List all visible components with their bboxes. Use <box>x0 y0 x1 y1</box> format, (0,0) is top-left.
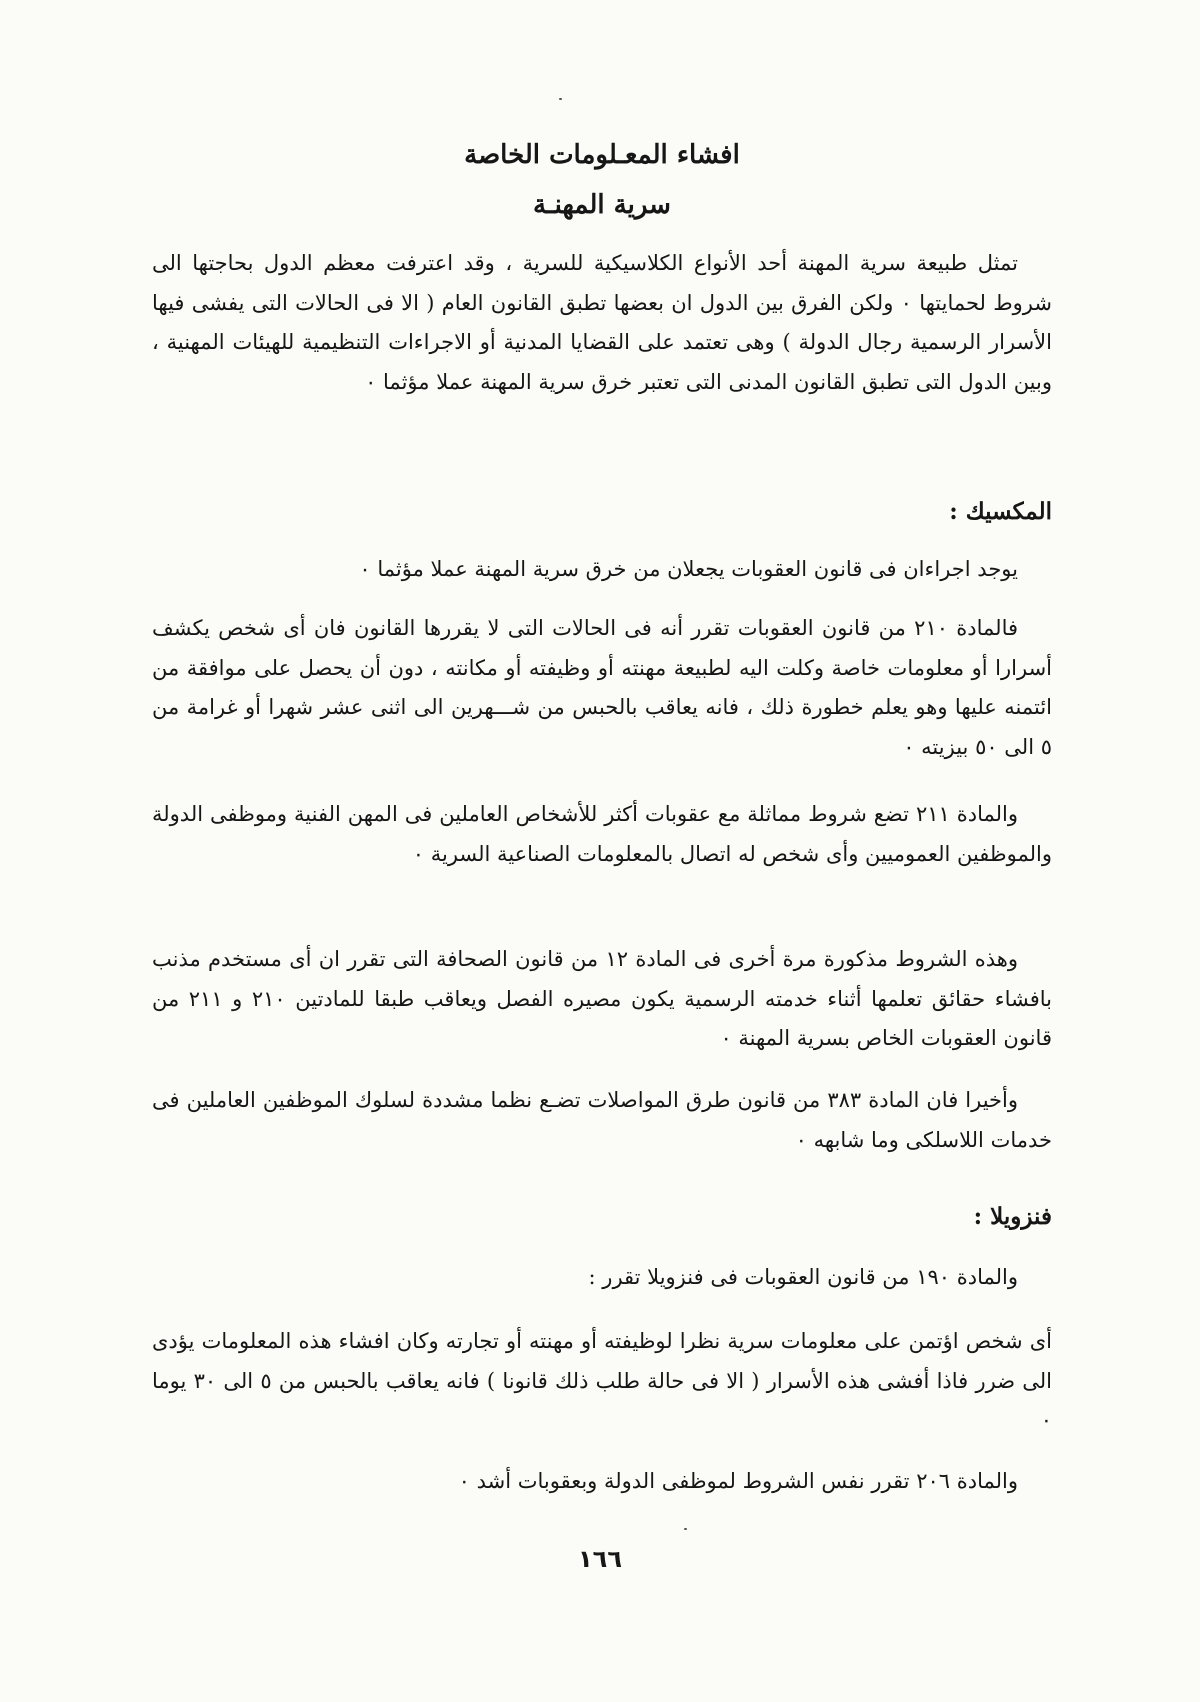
paragraph: والمادة ٢١١ تضع شروط مماثلة مع عقوبات أكثر للأشخاص العاملين فى المهن الفنية وموظفى الدولة والموظفين العموميين وأى شخص له اتصال بالمعلومات الصناعية السرية ٠ <box>152 802 1052 866</box>
intro-paragraph: تمثل طبيعة سرية المهنة أحد الأنواع الكلاسيكية للسرية ، وقد اعترفت معظم الدول بحاجتها الى شروط لحمايتها ٠ ولكن الفرق بين الدول ان بعضها تطبق القانون العام ( الا فى الحالات التى يفشى فيها الأسرار الرسمية رجال الدولة ) وهى تعتمد على القضايا المدنية أو الاجراءات التنظيمية للهيئات المهنية ، وبين الدول التى تطبق القانون المدنى التى تعتبر خرق سرية المهنة عملا مؤثما ٠ <box>152 251 1052 394</box>
mexico-paragraph-2 <box>152 609 1052 767</box>
mexico-paragraph-1 <box>152 550 1052 590</box>
venezuela-heading: فنزويلا : <box>973 1203 1052 1230</box>
page-title: افشاء المعـلومات الخاصة <box>464 140 740 170</box>
title-block <box>152 130 1052 230</box>
paragraph: وأخيرا فان المادة ٣٨٣ من قانون طرق المواصلات تضـع نظما مشددة لسلوك الموظفين العاملين فى خدمات اللاسلكى وما شابهه ٠ <box>152 1088 1052 1152</box>
page-number: ١٦٦ <box>578 1545 622 1573</box>
paragraph: والمادة ٢٠٦ تقرر نفس الشروط لموظفى الدولة وبعقوبات أشد ٠ <box>458 1469 1018 1493</box>
intro-section <box>152 244 1052 402</box>
paragraph: وهذه الشروط مذكورة مرة أخرى فى المادة ١٢ من قانون الصحافة التى تقرر ان أى مستخدم مذنب بافشاء حقائق تعلمها أثناء خدمته الرسمية يكون مصيره الفصل ويعاقب طبقا للمادتين ٢١٠ و ٢١١ من قانون العقوبات الخاص بسرية المهنة ٠ <box>152 947 1052 1050</box>
paragraph: والمادة ١٩٠ من قانون العقوبات فى فنزويلا تقرر : <box>588 1265 1018 1289</box>
mexico-paragraph-3 <box>152 795 1052 874</box>
mexico-paragraph-4 <box>152 940 1052 1059</box>
paragraph: يوجد اجراءان فى قانون العقوبات يجعلان من خرق سرية المهنة عملا مؤثما ٠ <box>359 557 1018 581</box>
venezuela-paragraph-1 <box>152 1258 1052 1298</box>
mexico-heading: المكسيك : <box>949 498 1052 525</box>
venezuela-section <box>152 1197 1052 1237</box>
paragraph: أى شخص اؤتمن على معلومات سرية نظرا لوظيفته أو مهنته أو تجارته وكان افشاء هذه المعلومات يؤدى الى ضرر فاذا أفشى هذه الأسرار ( الا فى حالة طلب ذلك قانونا ) فانه يعاقب بالحبس من ٥ الى ٣٠ يوما ٠ <box>152 1329 1052 1432</box>
scan-speck-top <box>559 98 562 100</box>
venezuela-paragraph-2 <box>152 1322 1052 1441</box>
scan-speck-bottom <box>684 1528 687 1530</box>
page-subtitle: سرية المهنـة <box>533 190 671 220</box>
mexico-paragraph-5 <box>152 1081 1052 1160</box>
paragraph: فالمادة ٢١٠ من قانون العقوبات تقرر أنه فى الحالات التى لا يقررها القانون فان أى شخص يكشف أسرارا أو معلومات خاصة وكلت اليه لطبيعة مهنته أو وظيفته أو مكانته ، دون أن يحصل على موافقة من ائتمنه عليها وهو يعلم خطورة ذلك ، فانه يعاقب بالحبس من شـــهرين الى اثنى عشر شهرا أو غرامة من ٥ الى ٥٠ بيزيته ٠ <box>152 616 1052 759</box>
venezuela-paragraph-3 <box>152 1462 1052 1502</box>
mexico-section <box>152 492 1052 532</box>
